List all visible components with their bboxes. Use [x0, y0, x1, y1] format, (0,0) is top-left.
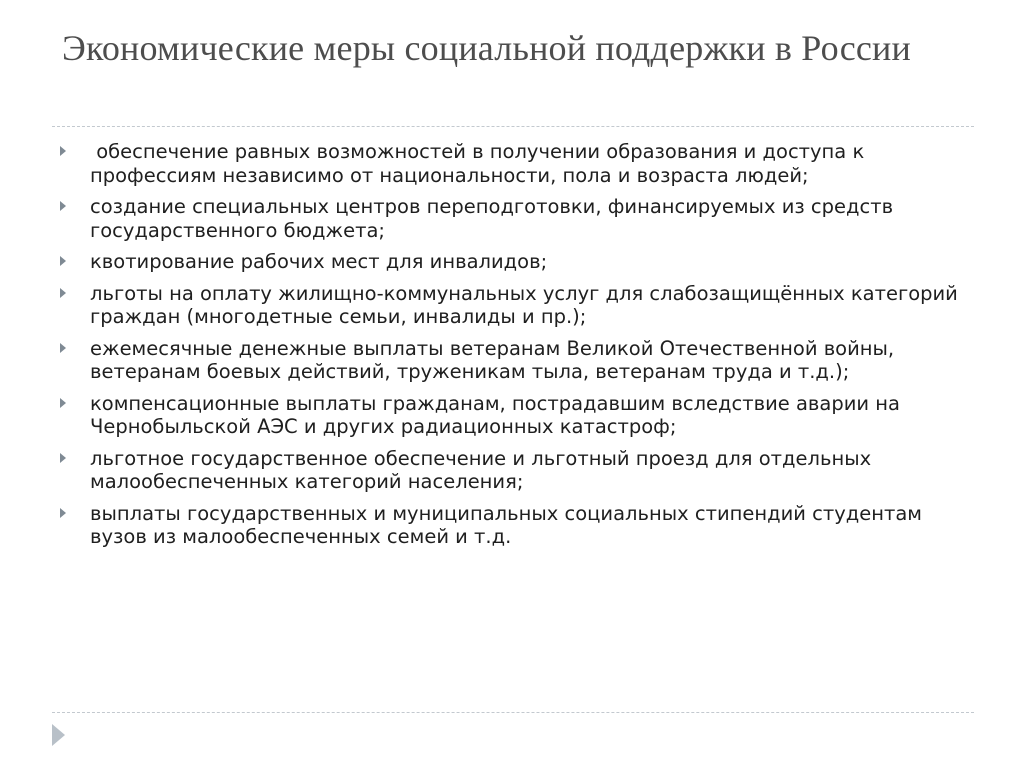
list-item-text: обеспечение равных возможностей в получении образования и доступа к профессиям независимо от национальности, пола и возраста людей; — [90, 140, 871, 187]
list-item-text: ежемесячные денежные выплаты ветеранам Великой Отечественной войны, ветеранам боевых действий, труженикам тыла, ветеранам труда и т.д.); — [90, 336, 895, 383]
list-item-text: квотирование рабочих мест для инвалидов; — [90, 250, 548, 273]
title-divider — [52, 126, 974, 127]
list-item-text: компенсационные выплаты гражданам, пострадавшим вследствие аварии на Чернобыльской АЭС и других радиационных катастроф; — [90, 391, 900, 438]
list-item — [60, 502, 980, 549]
bullet-arrow-icon — [60, 343, 66, 353]
list-item-text: выплаты государственных и муниципальных социальных стипендий студентам вузов из малообеспеченных семей и т.д. — [90, 501, 923, 548]
list-item — [60, 447, 980, 494]
bullet-arrow-icon — [60, 398, 66, 408]
bullet-arrow-icon — [60, 201, 66, 211]
list-item-text: льготное государственное обеспечение и льготный проезд для отдельных малообеспеченных категорий населения; — [90, 446, 872, 493]
bullet-arrow-icon — [60, 256, 66, 266]
list-item — [60, 140, 980, 187]
bullet-arrow-icon — [60, 146, 66, 156]
list-item — [60, 282, 980, 329]
bullet-arrow-icon — [60, 288, 66, 298]
list-item — [60, 392, 980, 439]
list-item — [60, 337, 980, 384]
list-item-text: создание специальных центров переподготовки, финансируемых из средств государственного бюджета; — [90, 195, 894, 242]
bullet-list — [60, 140, 980, 557]
footer-divider — [52, 712, 974, 713]
list-item — [60, 195, 980, 242]
list-item-text: льготы на оплату жилищно-коммунальных услуг для слабозащищённых категорий граждан (многодетные семьи, инвалиды и пр.); — [90, 281, 958, 328]
slide-title: Экономические меры социальной поддержки в России — [62, 28, 911, 68]
bullet-arrow-icon — [60, 453, 66, 463]
list-item — [60, 250, 980, 274]
bullet-arrow-icon — [60, 508, 66, 518]
triangle-marker-icon — [52, 724, 65, 746]
